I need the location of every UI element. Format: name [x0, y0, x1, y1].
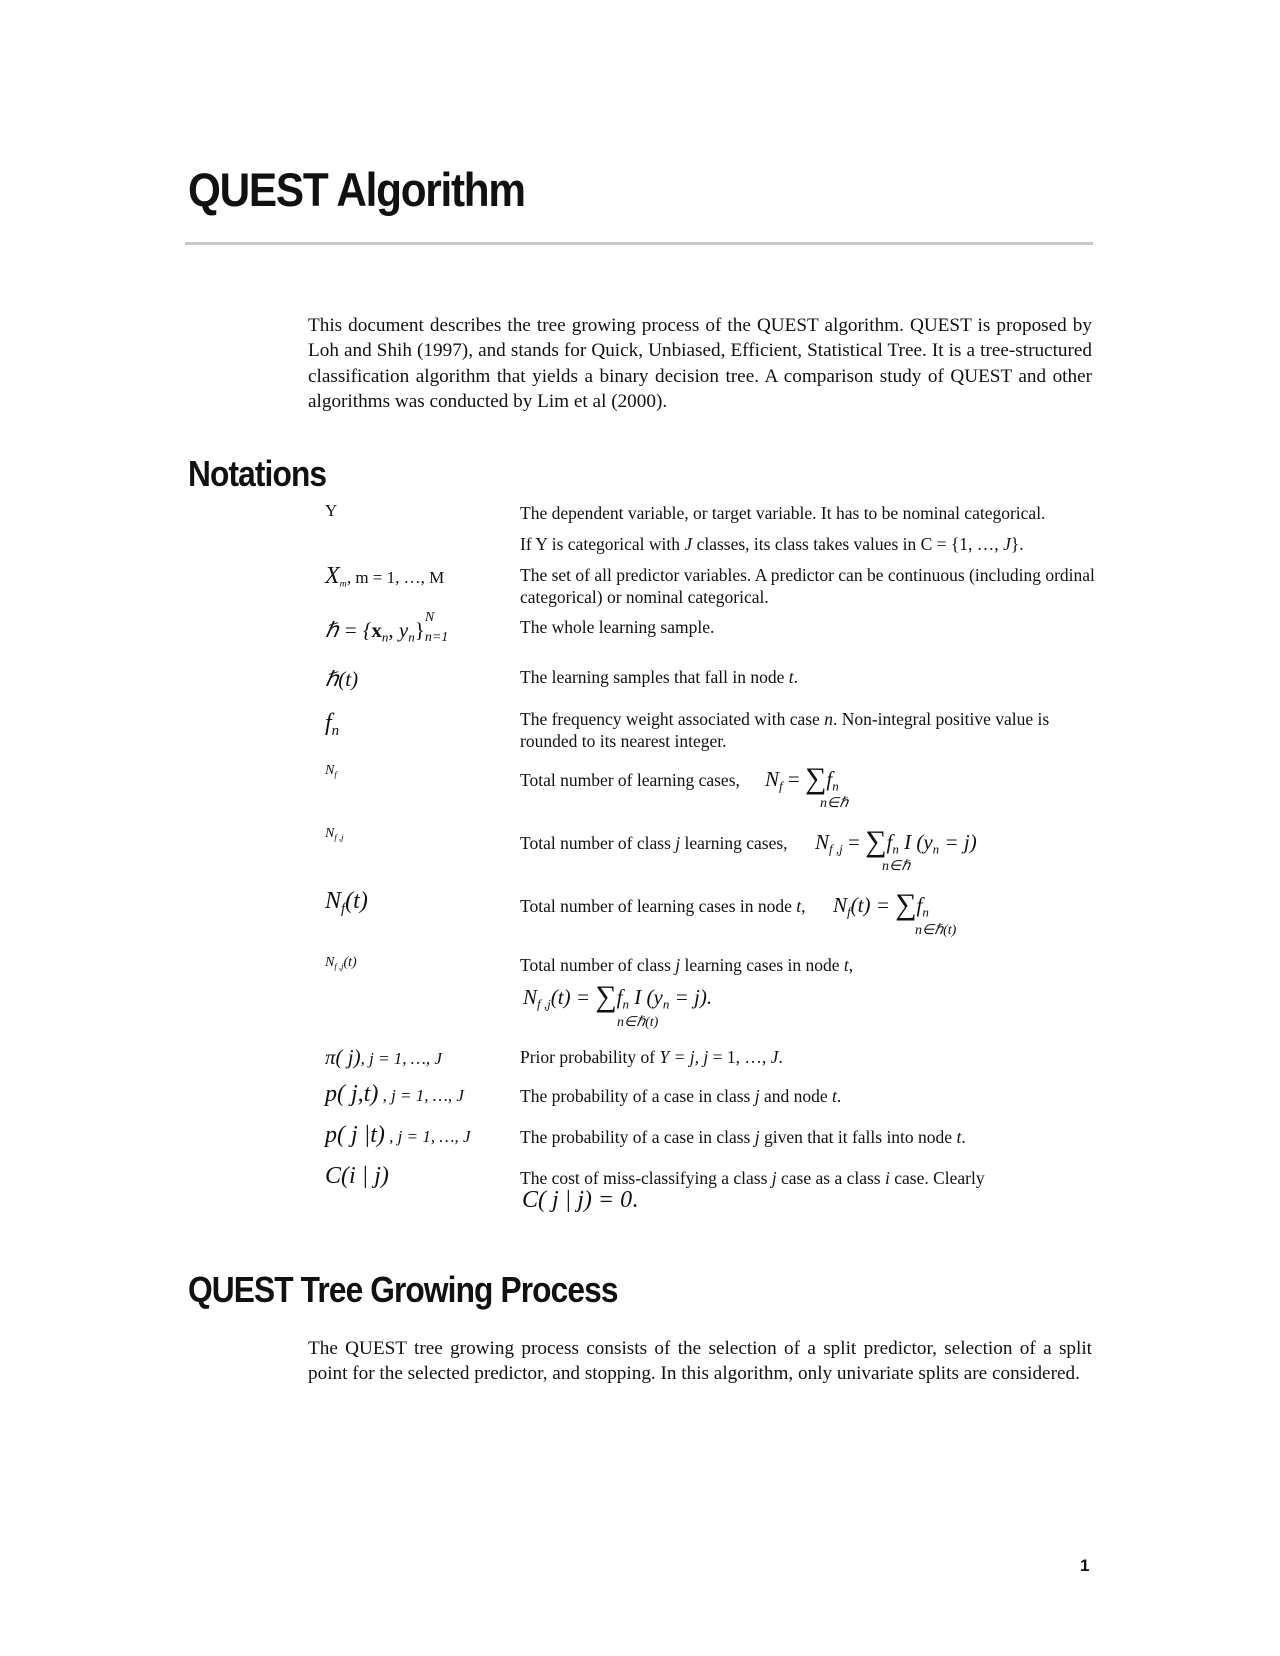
symbol-cost: C(i | j) — [325, 1163, 389, 1189]
notations-heading: Notations — [188, 453, 327, 494]
symbol-n-fj: $N_{f ,j}$ — [325, 826, 344, 843]
symbol-node-sample: ℏ(t) — [325, 667, 359, 691]
desc-p-j-given-t: The probability of a case in class j given that it falls into node t. — [520, 1127, 966, 1147]
title-rule — [185, 242, 1093, 245]
page-title: QUEST Algorithm — [188, 163, 525, 216]
intro-paragraph: This document describes the tree growing process of the QUEST algorithm. QUEST is proposed by Loh and Shih (1997), and stands for Quick, Unbiased, Efficient, Statistical Tree. It is a tree-structured classification algorithm that yields a binary decision tree. A comparison study of QUEST and other algorithms was conducted by Lim et al (2000). — [308, 315, 1092, 412]
desc-x-m: The set of all predictor variables. A predictor can be continuous (including ordinal categorical) or nominal categorical. — [520, 565, 1095, 607]
page-number: 1 — [1080, 1556, 1090, 1575]
equation-n-f: $N_f = \sum f_n$ — [765, 762, 839, 795]
equation-n-fj-t: $N_{f ,j}(t) = \sum f_n$ I $(y_n = j)$. — [523, 980, 713, 1013]
desc-f-n: The frequency weight associated with case n. Non-integral positive value is rounded to its nearest integer. — [520, 709, 1050, 751]
equation-n-f-t: $N_f(t) = \sum f_n$ — [833, 888, 929, 921]
desc-y: The dependent variable, or target variable. It has to be nominal categorical. — [520, 503, 1046, 523]
equation-n-fj-t-index: n∈ℏ(t) — [617, 1015, 659, 1030]
desc-n-f: Total number of learning cases, — [520, 770, 740, 790]
equation-n-fj-index: n∈ℏ — [882, 859, 911, 874]
growing-paragraph: The QUEST tree growing process consists of the selection of a split predictor, selection of a split point for the selected predictor, and stopping. In this algorithm, only univariate splits are considered. — [308, 1338, 1092, 1385]
symbol-n-f-t: $N_f(t)$ — [325, 888, 368, 918]
symbol-prior: π( j), j = 1, …, J — [325, 1045, 442, 1069]
symbol-x-m: $X_m$, m = 1, …, M — [325, 563, 445, 590]
symbol-n-fj-t: $N_{f ,j}(t)$ — [325, 955, 357, 972]
symbol-y: Y — [325, 501, 338, 520]
symbol-learning-sample: ℏ = {$x_n$, $y_n$} N n=1 — [325, 610, 449, 645]
equation-cost-zero: C( j | j) = 0. — [522, 1187, 639, 1213]
symbol-n-f: $N_f$ — [325, 763, 337, 780]
desc-prior: Prior probability of Y = j, j = 1, …, J. — [520, 1047, 783, 1067]
equation-n-f-t-index: n∈ℏ(t) — [915, 923, 957, 938]
desc-node-sample: The learning samples that fall in node t. — [520, 667, 798, 687]
desc-n-fj: Total number of class j learning cases, — [520, 833, 788, 853]
equation-n-fj: $N_{f ,j} = \sum f_n$ I $(y_n = j)$ — [815, 825, 977, 858]
desc-learning-sample: The whole learning sample. — [520, 617, 715, 637]
equation-n-f-index: n∈ℏ — [820, 796, 849, 811]
symbol-p-j-given-t: p( j |t) , j = 1, …, J — [325, 1122, 471, 1148]
desc-cost: The cost of miss-classifying a class j case as a class i case. Clearly — [520, 1168, 985, 1188]
desc-n-fj-t: Total number of class j learning cases in node t, — [520, 955, 854, 975]
growing-heading: QUEST Tree Growing Process — [188, 1269, 618, 1310]
symbol-p-jt: p( j,t) , j = 1, …, J — [325, 1081, 464, 1107]
desc-n-f-t: Total number of learning cases in node t, — [520, 896, 806, 916]
symbol-f-n: $f_n$ — [325, 710, 340, 740]
desc-p-jt: The probability of a case in class j and node t. — [520, 1086, 842, 1106]
desc-y-classes: If Y is categorical with J classes, its class takes values in C = {1, …, J}. — [520, 534, 1024, 554]
